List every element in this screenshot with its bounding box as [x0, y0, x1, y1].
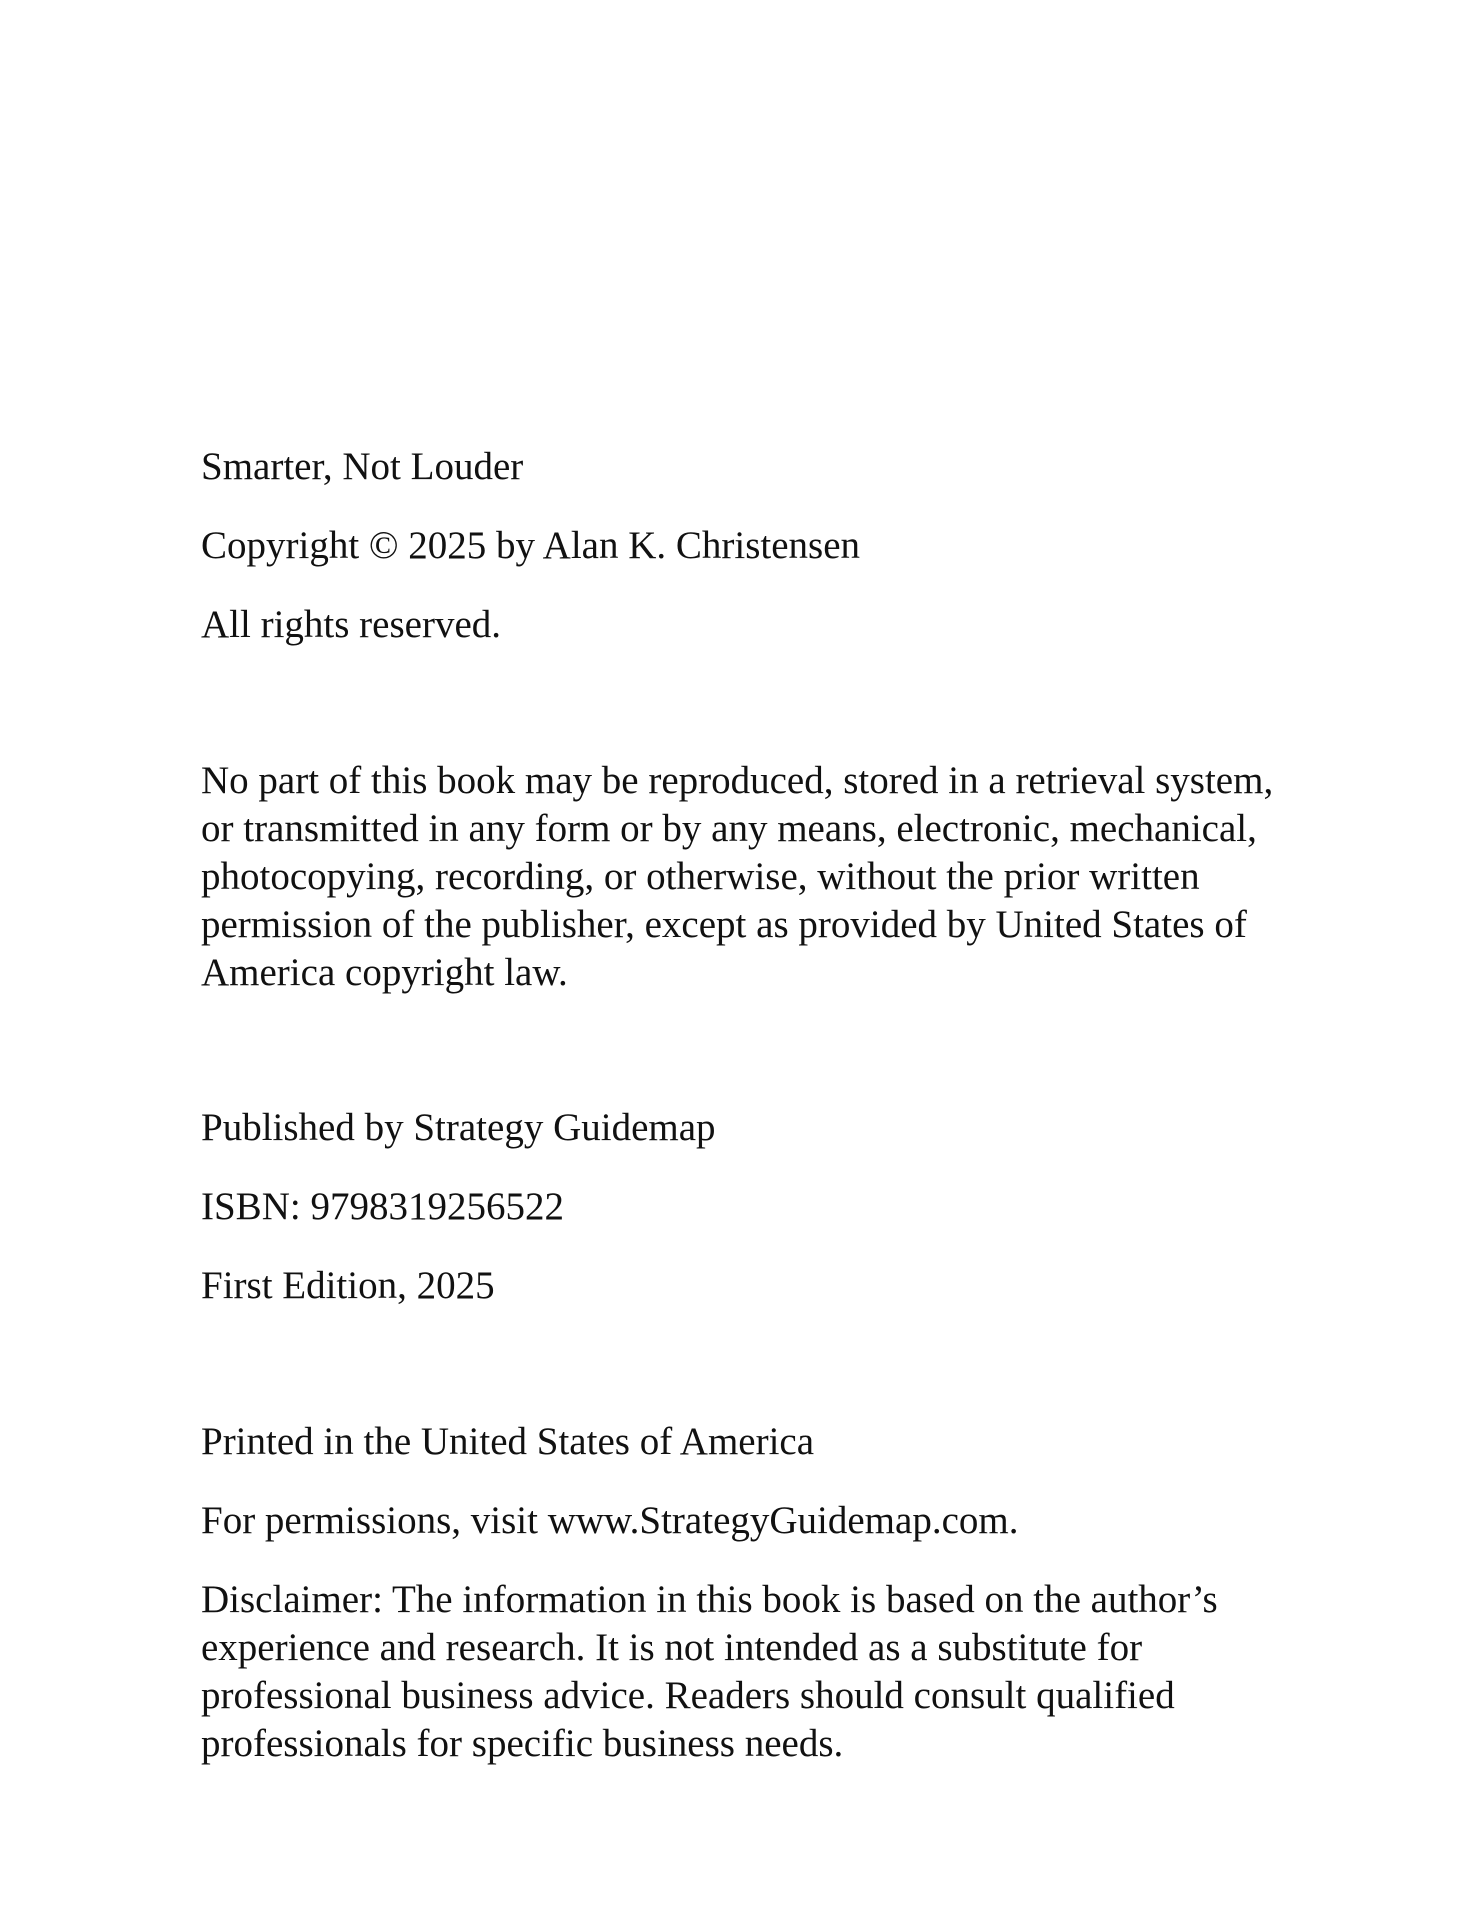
permissions-line: For permissions, visit www.StrategyGuidemap.com.	[201, 1499, 1019, 1542]
notice-line: or transmitted in any form or by any means, electronic, mechanical,	[201, 807, 1257, 850]
publisher-line: Published by Strategy Guidemap	[201, 1106, 716, 1149]
edition-line: First Edition, 2025	[201, 1264, 495, 1307]
disclaimer	[201, 1576, 1321, 1768]
disclaimer-line: experience and research. It is not intended as a substitute for	[201, 1626, 1143, 1669]
reproduction-notice	[201, 757, 1321, 997]
disclaimer-line: professionals for specific business needs.	[201, 1722, 844, 1765]
book-title: Smarter, Not Louder	[201, 445, 524, 488]
notice-line: America copyright law.	[201, 951, 568, 994]
disclaimer-line: professional business advice. Readers should consult qualified	[201, 1674, 1175, 1717]
copyright-line: Copyright © 2025 by Alan K. Christensen	[201, 524, 861, 567]
notice-line: permission of the publisher, except as provided by United States of	[201, 903, 1247, 946]
notice-line: photocopying, recording, or otherwise, without the prior written	[201, 855, 1200, 898]
notice-line: No part of this book may be reproduced, stored in a retrieval system,	[201, 759, 1274, 802]
printed-line: Printed in the United States of America	[201, 1420, 815, 1463]
rights-reserved: All rights reserved.	[201, 603, 502, 646]
isbn-line: ISBN: 9798319256522	[201, 1185, 564, 1228]
disclaimer-line: Disclaimer: The information in this book is based on the author’s	[201, 1578, 1218, 1621]
